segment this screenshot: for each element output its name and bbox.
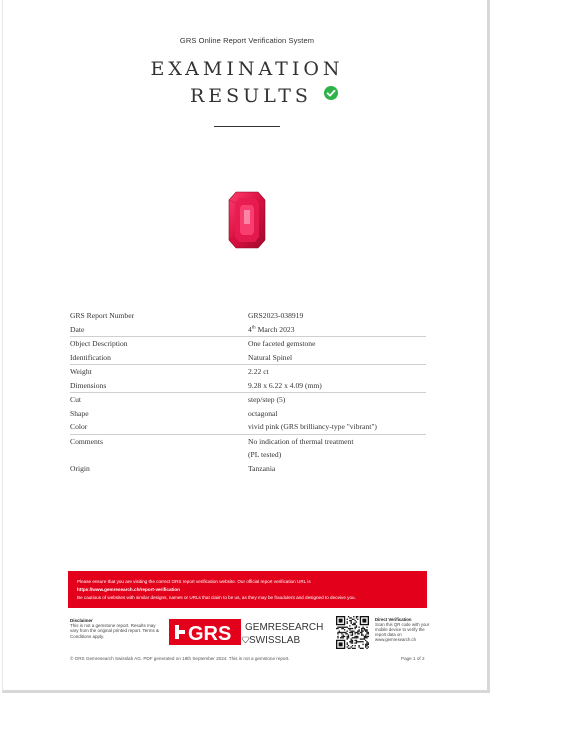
verification-link[interactable]: https://www.gemresearch.ch/report-verification xyxy=(77,587,180,592)
disclaimer xyxy=(70,618,160,639)
table-row xyxy=(70,379,426,393)
page-title-line1: EXAMINATION xyxy=(150,58,344,80)
grs-logo xyxy=(169,619,325,652)
copyright: © GRS Gemresearch Swisslab AG. PDF generated on 18th September 2024. This is not a gemstone report. xyxy=(70,656,290,661)
row-label: Shape xyxy=(70,408,89,418)
row-label: Weight xyxy=(70,367,92,376)
table-row xyxy=(70,448,426,462)
row-value: vivid pink (GRS brilliancy-type "vibrant") xyxy=(248,422,377,431)
date-day: 4 xyxy=(248,324,252,334)
disclaimer-title: Disclaimer xyxy=(70,618,93,623)
row-value xyxy=(248,325,295,334)
report-table xyxy=(70,309,426,475)
row-label: Dimensions xyxy=(70,380,107,390)
title-divider xyxy=(214,126,280,127)
table-row xyxy=(70,351,426,365)
row-label: Date xyxy=(70,324,85,334)
logo-line1: GEMRESEARCH xyxy=(245,622,324,633)
banner-line1: Please ensure that you are visiting the correct GRS report verification website. Our official report verification URL is xyxy=(77,579,311,584)
warning-banner xyxy=(68,571,427,608)
page-number: Page 1 of 2 xyxy=(401,656,425,661)
footer xyxy=(68,613,430,653)
logo-line2: SWISSLAB xyxy=(249,635,301,646)
table-row xyxy=(70,365,426,379)
system-title: GRS Online Report Verification System xyxy=(179,36,315,45)
qr-code-icon[interactable] xyxy=(336,616,369,654)
row-value: GRS2023-038919 xyxy=(248,311,304,320)
row-label: Object Description xyxy=(70,339,128,348)
row-value: 2.22 ct xyxy=(248,367,269,376)
direct-title: Direct Verification xyxy=(375,617,412,622)
direct-text: Scan this QR code with your mobile device to verify the report data on www.gemresearch.ch xyxy=(375,622,430,642)
gemstone-image xyxy=(227,190,267,255)
report-page xyxy=(2,0,490,693)
table-row xyxy=(70,309,426,323)
table-row xyxy=(70,337,426,351)
row-value: Tanzania xyxy=(248,463,276,473)
row-value: One faceted gemstone xyxy=(248,339,316,348)
table-row xyxy=(70,393,426,407)
disclaimer-text: This is not a gemstone report. Results may vary from the original printed report. Terms & Conditions apply. xyxy=(70,623,159,639)
table-row xyxy=(70,323,426,337)
row-label: GRS Report Number xyxy=(70,311,135,320)
logo-mark: GRS xyxy=(188,623,232,645)
row-label: Identification xyxy=(70,352,111,362)
row-value: octagonal xyxy=(248,408,278,418)
date-suffix: th xyxy=(251,324,256,330)
row-label: Comments xyxy=(70,436,103,446)
row-label: Color xyxy=(70,422,88,431)
table-row xyxy=(70,435,426,449)
page-title-line2 xyxy=(3,85,491,107)
row-value: Natural Spinel xyxy=(248,352,293,362)
table-row xyxy=(70,420,426,434)
page-title-results: RESULTS xyxy=(189,85,312,107)
row-label: Cut xyxy=(70,395,81,404)
check-circle-icon xyxy=(324,86,338,100)
row-value: No indication of thermal treatment xyxy=(248,436,354,446)
row-value: (PL tested) xyxy=(248,450,282,459)
row-value: step/step (5) xyxy=(248,395,286,404)
row-label: Origin xyxy=(70,463,90,473)
date-rest: March 2023 xyxy=(255,324,295,334)
table-row xyxy=(70,462,426,476)
table-row xyxy=(70,407,426,421)
banner-line3: Be cautious of websites with similar designs, names or URLs that claim to be us, as they may be fraudulent and designed to deceive you. xyxy=(77,595,356,600)
direct-verification xyxy=(375,617,431,642)
row-value: 9.28 x 6.22 x 4.09 (mm) xyxy=(248,380,322,390)
